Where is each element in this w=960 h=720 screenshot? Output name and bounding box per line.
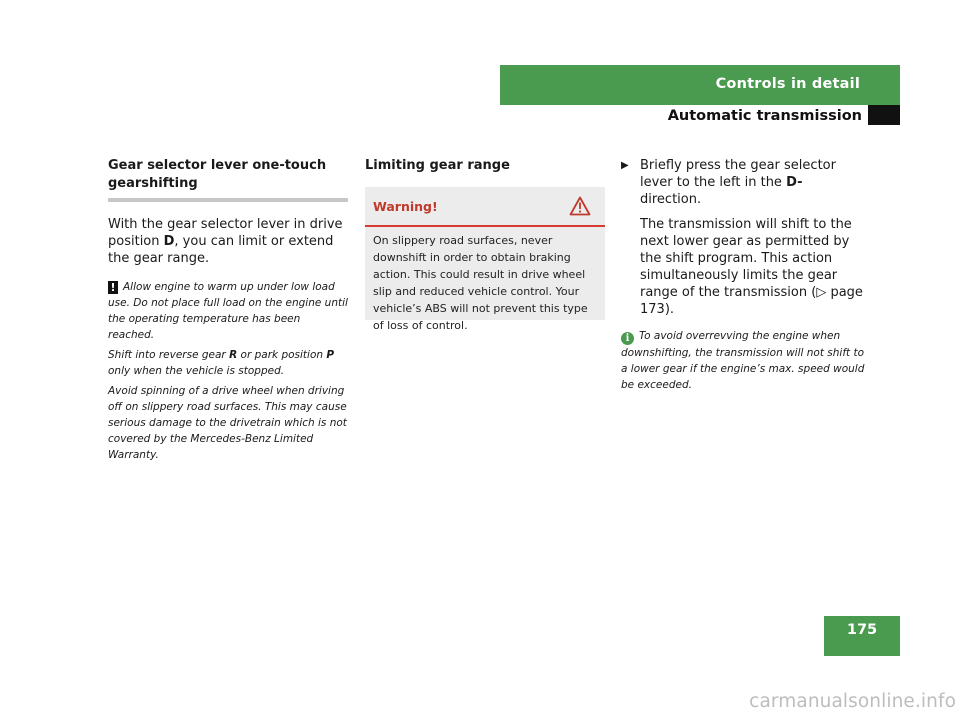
- step-text-start: Briefly press the gear selector lever to the left in the: [640, 158, 836, 190]
- page-reference-arrow-icon: ▷: [816, 285, 827, 300]
- intro-paragraph: [108, 216, 348, 267]
- step-text-end: direction.: [640, 192, 702, 207]
- caution-text-1: Allow engine to warm up under low load use. Do not place full load on the engine until the operating temperature has been reached.: [108, 281, 348, 341]
- header-marker: [868, 105, 900, 125]
- instruction-step: [621, 157, 865, 208]
- caution-text-2-end: only when the vehicle is stopped.: [108, 365, 285, 377]
- step-text: [640, 157, 865, 208]
- caution-note-2: [108, 347, 348, 379]
- warning-title: Warning!: [373, 199, 438, 214]
- warning-triangle-icon: [569, 196, 591, 220]
- exclamation-icon: !: [108, 281, 118, 294]
- header-bar: [500, 65, 900, 105]
- info-text: To avoid overrevving the engine when downshifting, the transmission will not shift to a lower gear if the engine’s max. speed would be exceeded.: [621, 330, 865, 391]
- intro-text-start: With the gear selector lever in drive position: [108, 217, 343, 249]
- caution-note-3: Avoid spinning of a drive wheel when driving off on slippery road surfaces. This may cause serious damage to the drivetrain which is not covered by the Mercedes-Benz Limited Warranty.: [108, 385, 347, 461]
- warning-box: [365, 187, 605, 332]
- result-text-start: The transmission will shift to the next lower gear as permitted by the shift program. This action simultaneously limits the gear range of the transmission (: [640, 217, 852, 300]
- page-number-box: [824, 616, 900, 656]
- result-paragraph: [621, 216, 865, 318]
- info-icon: i: [621, 332, 634, 345]
- info-note: [621, 328, 865, 393]
- watermark-text: carmanualsonline.info: [749, 691, 956, 712]
- gear-r-label: R: [229, 349, 238, 361]
- intro-text-end: , you can limit or extend the gear range.: [108, 234, 334, 266]
- d-minus-label: D-: [786, 175, 803, 190]
- caution-note-1: [108, 279, 348, 343]
- caution-text-2-start: Shift into reverse gear: [108, 349, 230, 361]
- section-title: Controls in detail: [715, 76, 860, 92]
- triangle-bullet-icon: ▶: [621, 160, 629, 171]
- heading-rule: [108, 198, 348, 202]
- gear-d-label: D: [163, 234, 175, 249]
- result-text-end: page 173).: [640, 285, 863, 317]
- section-heading-limiting: Limiting gear range: [365, 158, 510, 173]
- gear-p-label: P: [326, 349, 335, 361]
- page-number: 175: [846, 622, 878, 638]
- section-heading: Gear selector lever one-touch gearshifting: [108, 158, 327, 191]
- column-3: [621, 157, 865, 393]
- column-1: [108, 157, 348, 463]
- warning-text: On slippery road surfaces, never downshift in order to obtain braking action. This could result in drive wheel slip and reduced vehicle control. Your vehicle’s ABS will not prevent this type of loss of control.: [373, 234, 588, 332]
- caution-text-2-mid: or park position: [237, 349, 327, 361]
- warning-divider: [365, 225, 605, 227]
- subsection-title: Automatic transmission: [667, 108, 862, 124]
